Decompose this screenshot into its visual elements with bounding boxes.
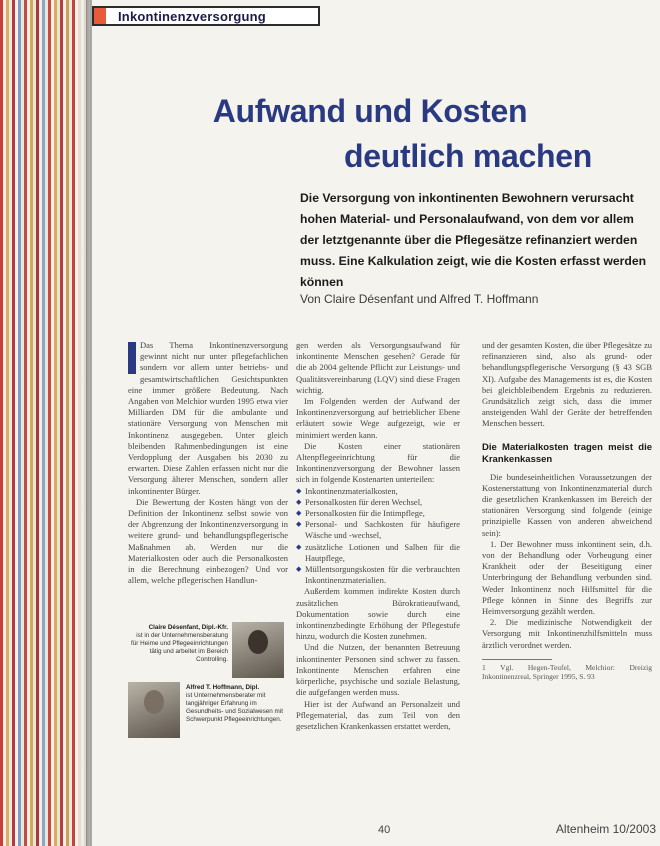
paragraph: Im Folgenden werden der Aufwand der Inkontinenzversorgung auf betrieblicher Ebene erläutert sowie Wege aufgezeigt, wie er minimiert werden kann. <box>296 396 460 440</box>
subheading: Die Materialkosten tragen meist die Krankenkassen <box>482 441 652 465</box>
cost-types-list <box>296 486 460 587</box>
paragraph: Und die Nutzen, der benannten Betreuung inkontinenter Personen sind schwer zu fassen. Inkontinente Menschen erfahren eine körperliche, psychische und soziale Belastung, die aufgefangen werden muss. <box>296 642 460 698</box>
list-item: ◆ Personalkosten für die Intimpflege, <box>296 508 460 519</box>
author-box <box>128 622 288 742</box>
list-item: ◆ Inkontinenzmaterialkosten, <box>296 486 460 497</box>
author-byline: Von Claire Désenfant und Alfred T. Hoffmann <box>300 292 539 306</box>
footnote: 1 Vgl. Hegen-Teufel, Melchior: Dreizig Inkontinenzreal, Springer 1995, S. 93 <box>482 662 652 681</box>
article-title-line2: deutlich machen <box>343 138 592 174</box>
dropcap-bar <box>128 342 136 374</box>
author-caption <box>128 624 228 664</box>
portrait-icon <box>144 690 164 714</box>
page-stack-edges <box>0 0 92 846</box>
text-column-2 <box>296 340 460 732</box>
author-photo <box>232 622 284 678</box>
section-label: Inkontinenzversorgung <box>118 9 266 24</box>
paragraph: und der gesamten Kosten, die über Pflegesätze zu refinanzieren sind, also als grund- oder behandlungspflegerische Versorgung (§ 43 SGB XI). Aufgabe des Managements ist es, die Kosten bei gleichbleibendem Ergebnis zu reduzieren. Grundsätzlich zeigt sich, dass die immer ansteigenden Wahl der Geräte der betreffenden Menschen bessert. <box>482 340 652 429</box>
lead-paragraph: Die Versorgung von inkontinenten Bewohnern verursacht hohen Material- und Personalaufwand, von dem vor allem der letztgenannte über die Pflegesätze refinanziert werden muss. Eine Kalkulation zeigt, wie die Kosten erfasst werden können <box>300 191 647 289</box>
author-card <box>128 622 288 678</box>
author-caption <box>186 684 286 724</box>
page-number: 40 <box>378 824 391 836</box>
magazine-page <box>92 0 660 846</box>
article-title-line1: Aufwand und Kosten <box>212 93 528 129</box>
author-photo <box>128 682 180 738</box>
list-item: ◆ zusätzliche Lotionen und Salben für die Hautpflege, <box>296 542 460 564</box>
paragraph: 2. Die medizinische Notwendigkeit der Versorgung mit Inkontinenzhilfsmitteln muss ärztlich verordnet werden. <box>482 617 652 650</box>
paragraph: Hier ist der Aufwand an Personalzeit und Pflegematerial, das zum Teil von den gesetzlichen Krankenkassen erstattet werden, <box>296 698 460 731</box>
list-item: ◆ Müllentsorgungskosten für die verbrauchten Inkontinenzmaterialien. <box>296 564 460 586</box>
portrait-icon <box>248 630 268 654</box>
author-card <box>128 682 288 738</box>
paragraph: Außerdem kommen indirekte Kosten durch zusätzlichen Bürokratieaufwand, Dokumentation sowie durch eine inkontinenzbedingte Erhöhung der Pflegestufe hinzu, wodurch die Kosten zunehmen. <box>296 586 460 642</box>
list-item: ◆ Personalkosten für deren Wechsel, <box>296 497 460 508</box>
paragraph: Die Kosten einer stationären Altenpflegeeinrichtung für die Inkontinenzversorgung der Bewohner lassen sich in folgende Kostenarten unterteilen: <box>296 440 460 485</box>
section-accent <box>94 8 106 24</box>
issue-label: Altenheim 10/2003 <box>555 822 656 836</box>
paragraph: Die Bewertung der Kosten hängt von der Definition der Inkontinenz selbst sowie von der Abgrenzung der Inkontinenzversorgung in weitere grund- und behandlungspflegerische Maßnahmen ab. Werden nur die Materialkosten oder auch die Personalkosten in die Berechnung einbezogen? Und vor allem, welche pflegerischen Handlun- <box>128 496 288 586</box>
list-item: ◆ Personal- und Sachkosten für häufigere Wäsche und -wechsel, <box>296 519 460 541</box>
author-bio: ist in der Unternehmensberatung für Heime und Pflegeeinrichtungen tätig und arbeitet im Bereich Controlling. <box>131 632 228 663</box>
author-bio: ist Unternehmensberater mit langjähriger Erfahrung im Gesundheits- und Sozialwesen mit Schwerpunkt Pflegeeinrichtungen. <box>186 692 283 723</box>
paragraph: 1. Der Bewohner muss inkontinent sein, d.h. von der Behandlung oder Vorbeugung einer Krankheit oder der Beseitigung einer Unterbringung der Behandlung verbunden sind. Weder Inkontinenz noch Hilfsmittel für die Pflege können in Sinne des Begriffs zur Heimversorgung gezählt werden. <box>482 538 652 617</box>
paragraph: gen werden als Versorgungsaufwand für inkontinente Menschen gesehen? Gerade für die ab 2004 geltende Pflicht zur Leistungs- und Qualitätsvereinbarung (LQV) sind diese Fragen wichtig. <box>296 340 460 395</box>
text-column-3 <box>482 340 652 681</box>
author-name: Claire Désenfant, Dipl.-Kfr. <box>148 624 228 631</box>
paragraph: Das Thema Inkontinenzversorgung gewinnt nicht nur unter pflegefachlichen sondern vor allem unter betriebs- und gesamtwirtschaftlichen Gesichtspunkten eine immer größere Bedeutung. Nach Angaben von Melchior wurden 1995 etwa vier Milliarden DM für die ambulante und stationäre Versorgung von Menschen mit Inkontinenz ausgegeben. Unter gleich bleibenden Rahmenbedingungen ist eine Verdopplung der Ausgaben bis 2030 zu erwarten. Diese Zahlen erfassen nicht nur die Versorgung älterer Menschen, sondern aller inkontinenter Bürger. <box>128 340 288 496</box>
paragraph: Die bundeseinheitlichen Voraussetzungen der Kostenerstattung von Inkontinenzmaterial durch die gesetzlichen Krankenkassen im Bereich der stationären Versorgung sind folgende (einige prinzipielle Kassen von anderen abweichend sein): <box>482 471 652 538</box>
author-name: Alfred T. Hoffmann, Dipl. <box>186 684 260 691</box>
section-header <box>92 6 320 26</box>
text-column-1 <box>128 340 288 586</box>
